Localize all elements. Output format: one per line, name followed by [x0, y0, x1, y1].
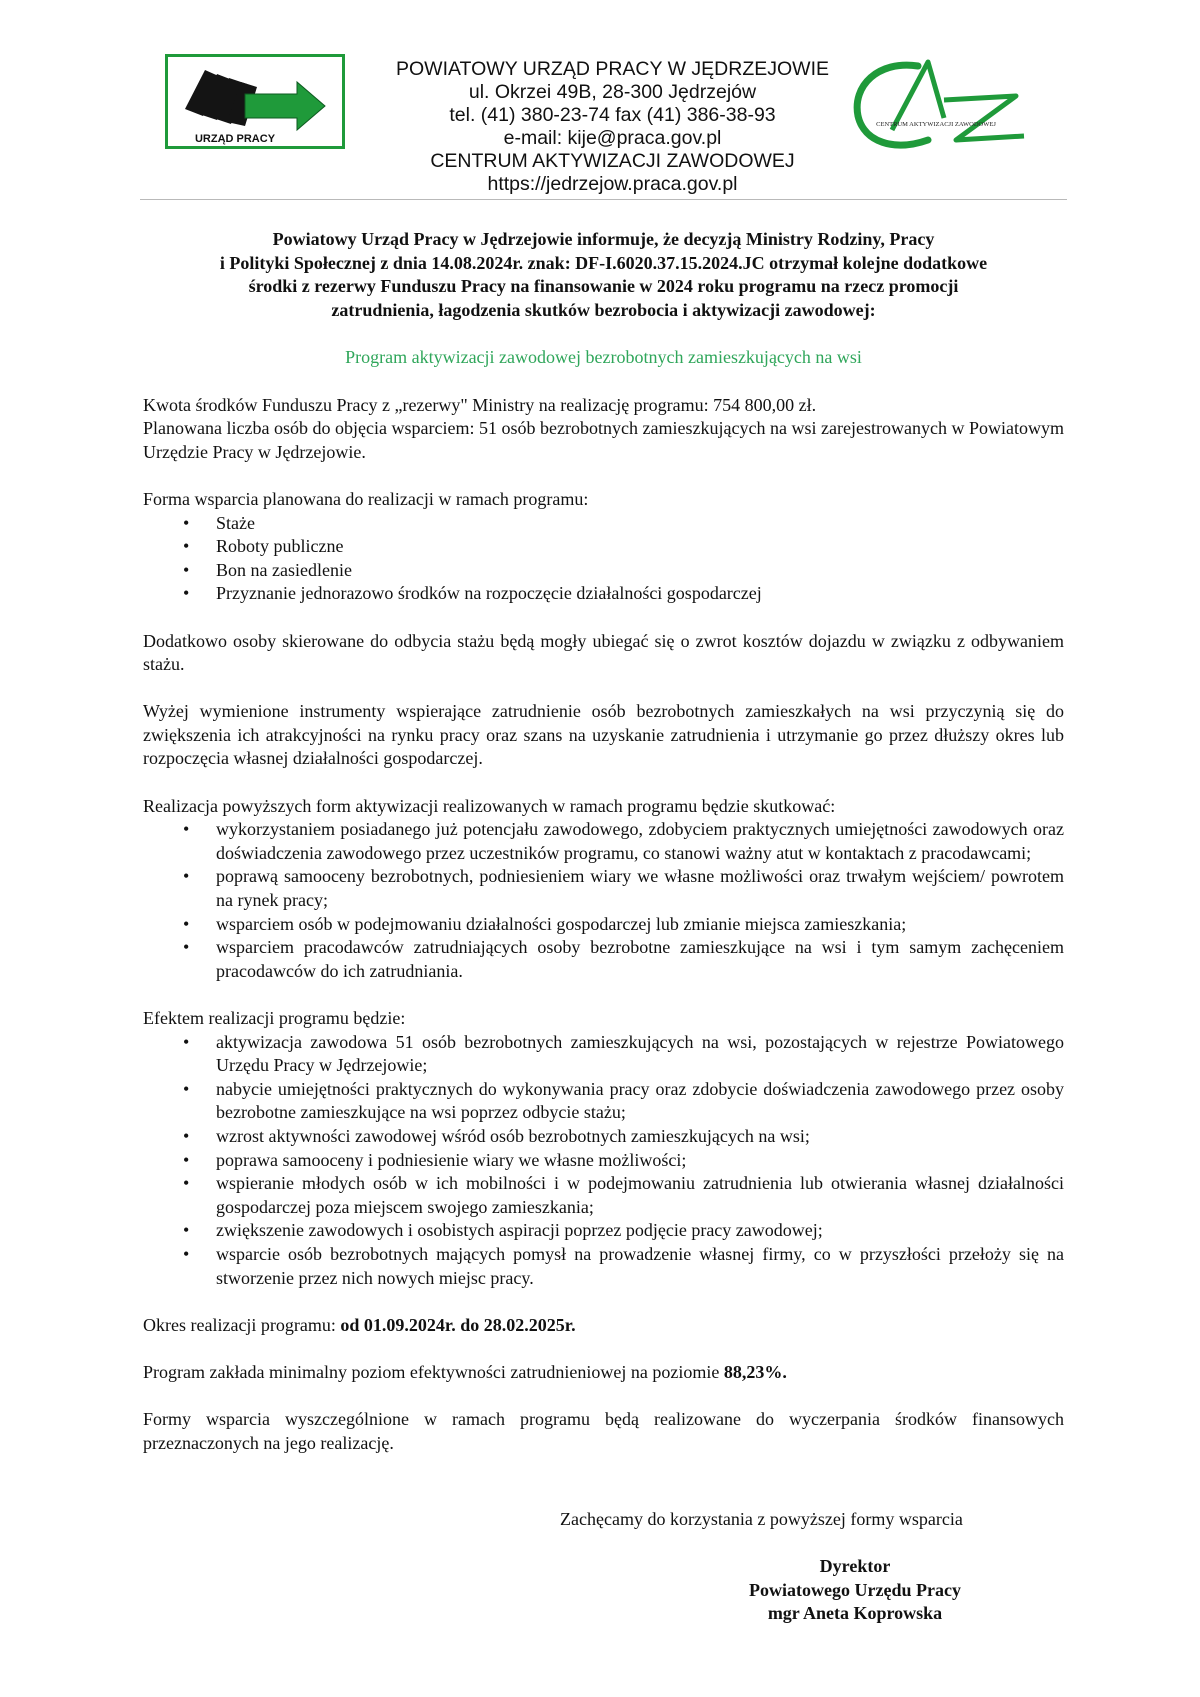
list-item: • wzrost aktywności zawodowej wśród osób bezrobotnych zamieszkujących na wsi;	[143, 1125, 1064, 1149]
list-item: • wspieranie młodych osób w ich mobilności i w podejmowaniu zatrudnienia lub otwierania własnej działalności gospodarczej poza miejscem swojego zamieszkania;	[143, 1172, 1064, 1219]
office-name: POWIATOWY URZĄD PRACY W JĘDRZEJOWIE	[396, 58, 829, 80]
results-heading: Realizacja powyższych form aktywizacji realizowanych w ramach programu będzie skutkować:	[143, 795, 836, 816]
office-center: CENTRUM AKTYWIZACJI ZAWODOWEJ	[430, 150, 795, 172]
office-website: https://jedrzejow.praca.gov.pl	[487, 173, 738, 195]
intro-paragraph	[143, 228, 1064, 322]
centrum-aktywizacji-logo	[848, 56, 1028, 156]
list-item: • aktywizacja zawodowa 51 osób bezrobotnych zamieszkujących na wsi, pozostających w rejestrze Powiatowego Urzędu Pracy w Jędrzejowie;	[143, 1031, 1064, 1078]
signature-name: mgr Aneta Koprowska	[767, 1603, 943, 1624]
effects-list	[143, 1031, 1064, 1291]
period-value: od 01.09.2024r. do 28.02.2025r.	[340, 1314, 576, 1335]
office-phone: tel. (41) 380-23-74 fax (41) 386-38-93	[449, 104, 776, 126]
list-item: • Roboty publiczne	[143, 535, 1064, 559]
forms-heading: Forma wsparcia planowana do realizacji w ramach programu:	[143, 488, 589, 509]
program-title: Program aktywizacji zawodowej bezrobotnych zamieszkujących na wsi	[345, 347, 862, 368]
office-address: ul. Okrzei 49B, 28-300 Jędrzejów	[468, 81, 757, 103]
announcement-body	[143, 228, 1064, 1455]
closing-invitation: Zachęcamy do korzystania z powyższej formy wsparcia	[560, 1509, 963, 1529]
results-list	[143, 818, 1064, 983]
list-item: • wykorzystaniem posiadanego już potencjału zawodowego, zdobyciem praktycznych umiejętności zawodowych oraz doświadczenia zawodowego przez uczestników programu, co stanowi ważny atut w kontaktach z pracodawcami;	[143, 818, 1064, 865]
planned-participants: Planowana liczba osób do objęcia wsparciem: 51 osób bezrobotnych zamieszkujących na wsi zarejestrowanych w Powiatowym Urzędzie Pracy w Jędrzejowie.	[143, 418, 1064, 462]
intro-line: środki z rezerwy Funduszu Pracy na finansowanie w 2024 roku programu na rzecz promocji	[248, 276, 959, 297]
period-label: Okres realizacji programu:	[143, 1314, 341, 1335]
signature-office: Powiatowego Urzędu Pracy	[749, 1579, 961, 1600]
funding-amount: Kwota środków Funduszu Pracy z „rezerwy" Ministry na realizację programu: 754 800,00 zł.	[143, 394, 817, 415]
efficiency-value: 88,23%.	[723, 1361, 787, 1382]
intro-line: Powiatowy Urząd Pracy w Jędrzejowie informuje, że decyzją Ministry Rodziny, Pracy	[272, 229, 935, 249]
header-divider	[140, 199, 1067, 200]
forms-list	[143, 512, 1064, 606]
list-item: • Bon na zasiedlenie	[143, 559, 1064, 583]
efficiency-level	[143, 1361, 1064, 1385]
intro-line: i Polityki Społecznej z dnia 14.08.2024r. znak: DF-I.6020.37.15.2024.JC otrzymał kolejne dodatkowe	[219, 252, 988, 273]
urzad-pracy-logo	[165, 54, 345, 149]
office-email: e-mail: kije@praca.gov.pl	[503, 127, 722, 149]
intro-line: zatrudnienia, łagodzenia skutków bezrobocia i aktywizacji zawodowej:	[331, 299, 876, 320]
forms-realized-paragraph: Formy wsparcia wyszczególnione w ramach programu będą realizowane do wyczerpania środków finansowych przeznaczonych na jego realizację.	[143, 1409, 1064, 1453]
signature-title: Dyrektor	[819, 1556, 891, 1576]
program-period	[143, 1314, 1064, 1338]
logo-left-text: URZĄD PRACY	[194, 133, 276, 145]
list-item: • poprawą samooceny bezrobotnych, podniesieniem wiary we własne możliwości oraz trwałym wejściem/ powrotem na rynek pracy;	[143, 865, 1064, 912]
instruments-paragraph: Wyżej wymienione instrumenty wspierające zatrudnienie osób bezrobotnych zamieszkałych na wsi przyczynią się do zwiększenia ich atrakcyjności na rynku pracy oraz szans na uzyskanie zatrudnienia i utrzymanie go przez dłuższy okres lub rozpoczęcia własnej działalności gospodarczej.	[143, 701, 1064, 769]
list-item: • wsparciem pracodawców zatrudniających osoby bezrobotne zamieszkujące na wsi i tym samym zachęceniem pracodawców do ich zatrudniania.	[143, 936, 1064, 983]
efficiency-label: Program zakłada minimalny poziom efektywności zatrudnieniowej na poziomie	[143, 1361, 724, 1382]
list-item: • Staże	[143, 512, 1064, 536]
logo-right-text: CENTRUM AKTYWIZACJI ZAWODOWEJ	[876, 121, 996, 128]
list-item: • zwiększenie zawodowych i osobistych aspiracji poprzez podjęcie pracy zawodowej;	[143, 1219, 1064, 1243]
signature-block	[650, 1555, 1060, 1626]
additional-info: Dodatkowo osoby skierowane do odbycia stażu będą mogły ubiegać się o zwrot kosztów dojazdu w związku z odbywaniem stażu.	[143, 630, 1064, 675]
effects-heading: Efektem realizacji programu będzie:	[143, 1008, 406, 1028]
office-header	[360, 58, 865, 196]
list-item: • Przyznanie jednorazowo środków na rozpoczęcie działalności gospodarczej	[143, 582, 1064, 606]
list-item: • nabycie umiejętności praktycznych do wykonywania pracy oraz zdobycie doświadczenia zawodowego przez osoby bezrobotne zamieszkujące na wsi poprzez odbycie stażu;	[143, 1078, 1064, 1125]
list-item: • wsparcie osób bezrobotnych mających pomysł na prowadzenie własnej firmy, co w przyszłości przełoży się na stworzenie przez nich nowych miejsc pracy.	[143, 1243, 1064, 1290]
list-item: • poprawa samooceny i podniesienie wiary we własne możliwości;	[143, 1149, 1064, 1173]
list-item: • wsparciem osób w podejmowaniu działalności gospodarczej lub zmianie miejsca zamieszkania;	[143, 913, 1064, 937]
